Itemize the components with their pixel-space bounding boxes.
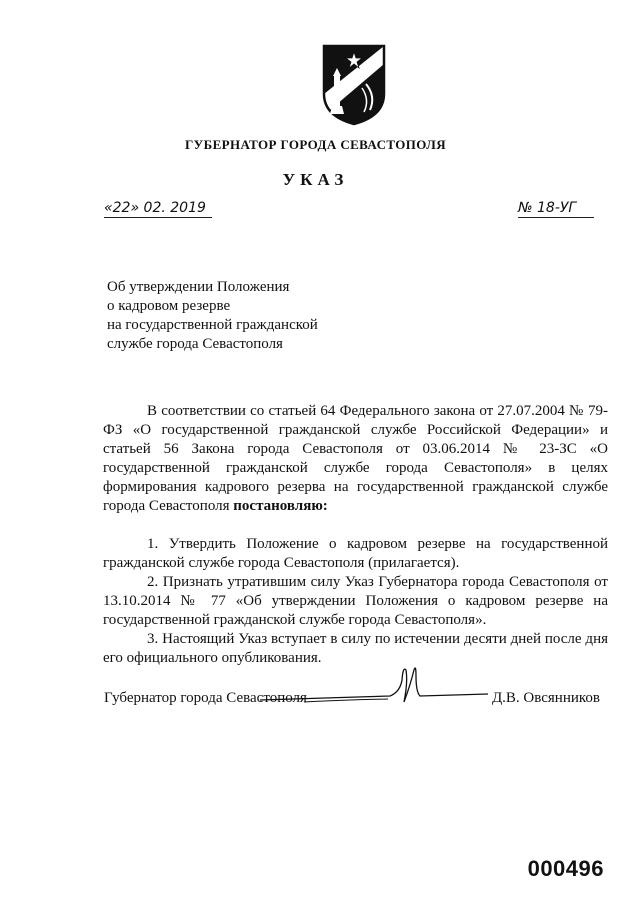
- decree-item: 2. Признать утратившим силу Указ Губернатора города Севастополя от 13.10.2014 № 77 «Об утверждении Положения о кадровом резерве на государственной гражданской службе города Севастополя».: [103, 574, 608, 628]
- document-type: УКАЗ: [282, 170, 349, 189]
- decree-body: [103, 402, 608, 668]
- coat-of-arms-icon: [322, 44, 386, 126]
- signature-icon: [260, 662, 490, 712]
- date-handwritten: «22» 02. 2019: [104, 200, 206, 216]
- subject-line: о кадровом резерве: [107, 298, 231, 314]
- preamble-paragraph: [103, 402, 608, 516]
- number-handwritten: № 18-УГ: [518, 200, 577, 216]
- preamble-text: В соответствии со статьей 64 Федерального закона от 27.07.2004 № 79-ФЗ «О государственной гражданской службе Российской Федерации» и статьей 56 Закона города Севастополя от 03.06.2014 № 23-ЗС «О государственной гражданской службе города Севастополя» в целях формирования кадрового резерва на государственной гражданской службе города Севастополя: [103, 403, 608, 514]
- number-field: [518, 199, 594, 218]
- date-field: [104, 199, 212, 218]
- subject-line: службе города Севастополя: [107, 336, 283, 352]
- decree-item: 3. Настоящий Указ вступает в силу по истечении десяти дней после дня его официального опубликования.: [103, 631, 608, 666]
- issuing-authority: ГУБЕРНАТОР ГОРОДА СЕВАСТОПОЛЯ: [184, 137, 447, 152]
- registration-number: 000496: [527, 856, 604, 881]
- signatory-name: Д.В. Овсянников: [491, 690, 600, 706]
- subject-line: Об утверждении Положения: [107, 279, 290, 295]
- subject-line: на государственной гражданской: [107, 317, 318, 333]
- decree-item: 1. Утвердить Положение о кадровом резерве на государственной гражданской службе города Севастополя (прилагается).: [103, 536, 608, 571]
- signatory-title: Губернатор города Севастополя: [104, 690, 307, 706]
- subject-block: [107, 278, 318, 354]
- decree-word: постановляю:: [233, 498, 328, 514]
